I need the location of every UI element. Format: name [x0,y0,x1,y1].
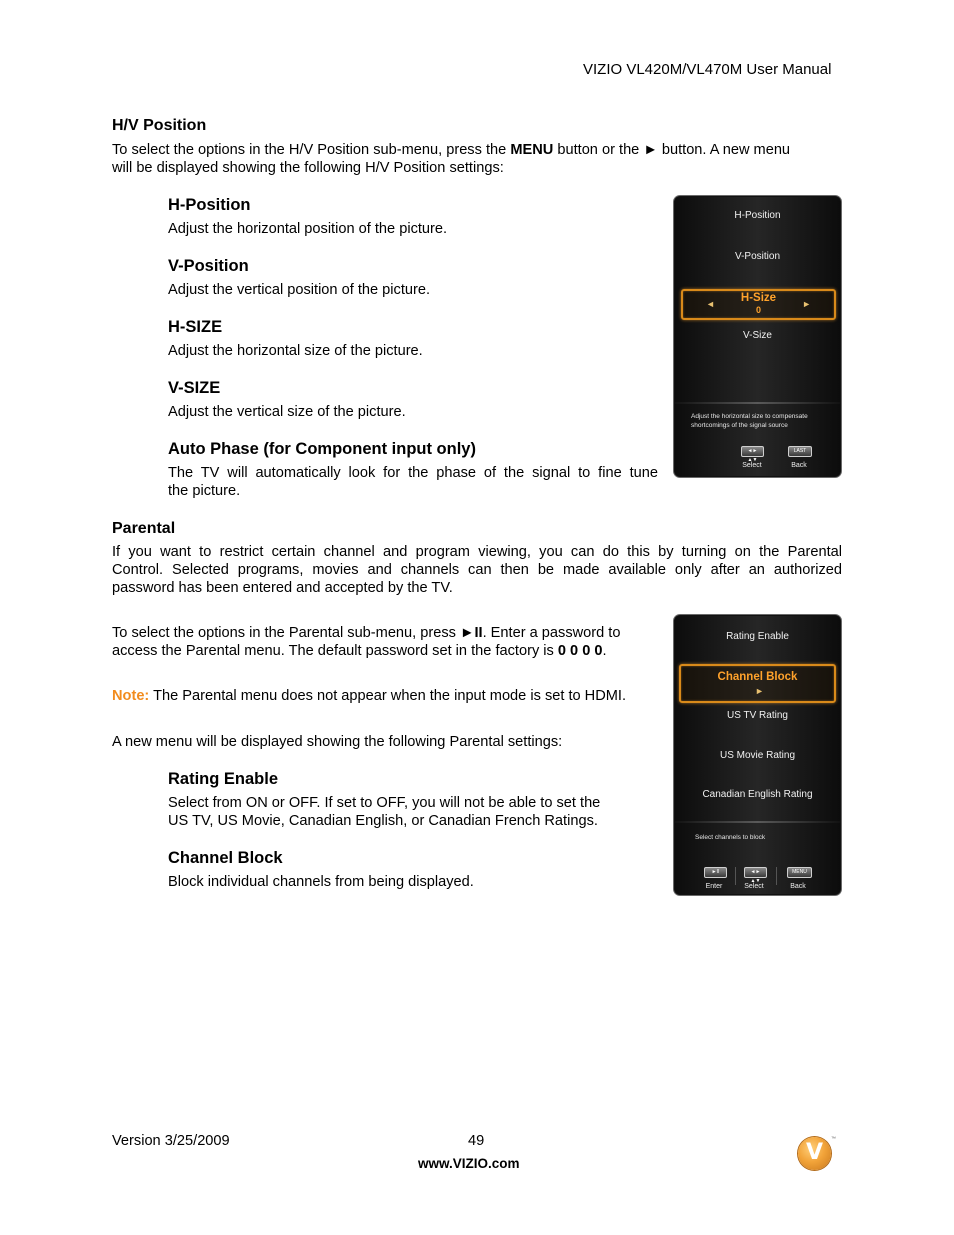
hv-position-osd-menu [673,195,842,478]
parental-intro-paragraph [112,543,842,597]
note-label: Note: [112,688,150,704]
channel-block-desc: Block individual channels from being displayed. [168,874,474,890]
default-password: 0 0 0 0 [557,643,603,659]
website-link[interactable]: www.VIZIO.com [418,1156,520,1171]
osd-divider [674,821,841,823]
parental-menu-intro: A new menu will be displayed showing the following Parental settings: [112,734,563,750]
parental-intro-line1: If you want to restrict certain channel and program viewing, you can do this by turning on the Parental [112,544,842,560]
osd-item-rating-enable[interactable]: Rating Enable [726,631,789,642]
menu-button-icon: MENU [787,867,812,878]
auto-phase-desc-line1: The TV will automatically look for the phase of the signal to fine tune [168,465,658,481]
rating-enable-desc-line2: US TV, US Movie, Canadian English, or Canadian French Ratings. [168,813,598,829]
parental-access-text-d: . [602,643,607,659]
osd-item-us-movie-rating[interactable]: US Movie Rating [719,750,796,761]
osd-description [691,412,833,430]
vsize-title: V-SIZE [168,379,221,397]
version-text: Version 3/25/2009 [112,1133,230,1149]
osd-description-line2: shortcomings of the signal source [691,422,788,429]
osd-item-v-position[interactable]: V-Position [734,251,781,262]
auto-phase-title: Auto Phase (for Component input only) [168,440,476,458]
last-button-icon: LAST [788,446,812,457]
arrow-right-icon[interactable]: ► [802,299,811,309]
note-text: The Parental menu does not appear when the input mode is set to HDMI. [149,688,627,704]
select-arrows-icon: ◄► ▲▼ [744,867,767,878]
osd-selected-channel-block[interactable] [679,664,836,703]
osd-selected-value: 0 [755,305,761,315]
hsize-title: H-SIZE [168,318,223,336]
parental-access-text-a: To select the options in the Parental sub-menu, press [112,625,461,641]
osd-item-us-tv-rating[interactable]: US TV Rating [727,710,788,721]
hv-intro-text-b: button or the ► button. A new menu [553,142,791,158]
parental-access-paragraph [112,624,660,660]
select-arrows-icon: ◄► ▲▼ [741,446,764,457]
parental-osd-menu [673,614,842,896]
osd-selected-label: H-Size [740,292,777,304]
rating-enable-title: Rating Enable [168,770,279,788]
hv-intro-text-a: To select the options in the H/V Position sub-menu, press the [112,142,511,158]
channel-block-title: Channel Block [168,849,283,867]
osd-selected-label: Channel Block [717,671,798,683]
hsize-desc: Adjust the horizontal size of the picture. [168,343,423,359]
play-pause-icon: ►II [704,867,727,878]
hposition-title: H-Position [168,196,251,214]
rating-enable-desc-line1: Select from ON or OFF. If set to OFF, you will not be able to set the [168,795,601,811]
osd-description: Select channels to block [695,834,766,841]
vizio-logo-icon [798,1137,831,1170]
manual-title: VIZIO VL420M/VL470M User Manual [583,61,832,78]
play-pause-keyword: ►II [460,625,483,641]
rating-enable-desc [168,794,600,830]
auto-phase-desc [168,464,658,500]
arrow-left-icon[interactable]: ◄ [706,299,715,309]
logo-letter: V [805,1140,824,1165]
enter-label: Enter [705,883,723,890]
back-label: Back [790,883,806,890]
back-label: Back [791,462,807,469]
page-number: 49 [468,1133,485,1149]
osd-item-h-position[interactable]: H-Position [734,210,781,221]
osd-selected-h-size[interactable] [681,289,836,320]
trademark-symbol: ™ [831,1136,836,1142]
hposition-desc: Adjust the horizontal position of the picture. [168,221,448,237]
parental-access-text-b: . Enter a password to [482,625,621,641]
vposition-desc: Adjust the vertical position of the picture. [168,282,431,298]
auto-phase-desc-line2: the picture. [168,483,241,499]
arrow-right-icon[interactable]: ► [755,686,764,696]
select-label: Select [744,883,764,890]
parental-intro-line3: password has been entered and accepted by the TV. [112,580,453,596]
parental-intro-line2: Control. Selected programs, movies and channels can then be made available only after an authorized [112,562,842,578]
menu-keyword: MENU [510,142,554,158]
hv-intro-paragraph [112,141,842,177]
parental-access-text-c: access the Parental menu. The default password set in the factory is [112,643,558,659]
osd-item-canadian-english-rating[interactable]: Canadian English Rating [702,789,813,800]
osd-description-line1: Adjust the horizontal size to compensate [691,413,808,420]
section-title-parental: Parental [112,520,176,537]
vposition-title: V-Position [168,257,249,275]
hv-intro-text-line2: will be displayed showing the following H/V Position settings: [112,160,504,176]
vsize-desc: Adjust the vertical size of the picture. [168,404,406,420]
section-title-hv-position: H/V Position [112,117,207,134]
osd-button-separator [776,867,777,885]
parental-note [112,687,626,705]
select-label: Select [742,462,762,469]
osd-divider [674,402,841,404]
osd-item-v-size[interactable]: V-Size [743,330,772,341]
